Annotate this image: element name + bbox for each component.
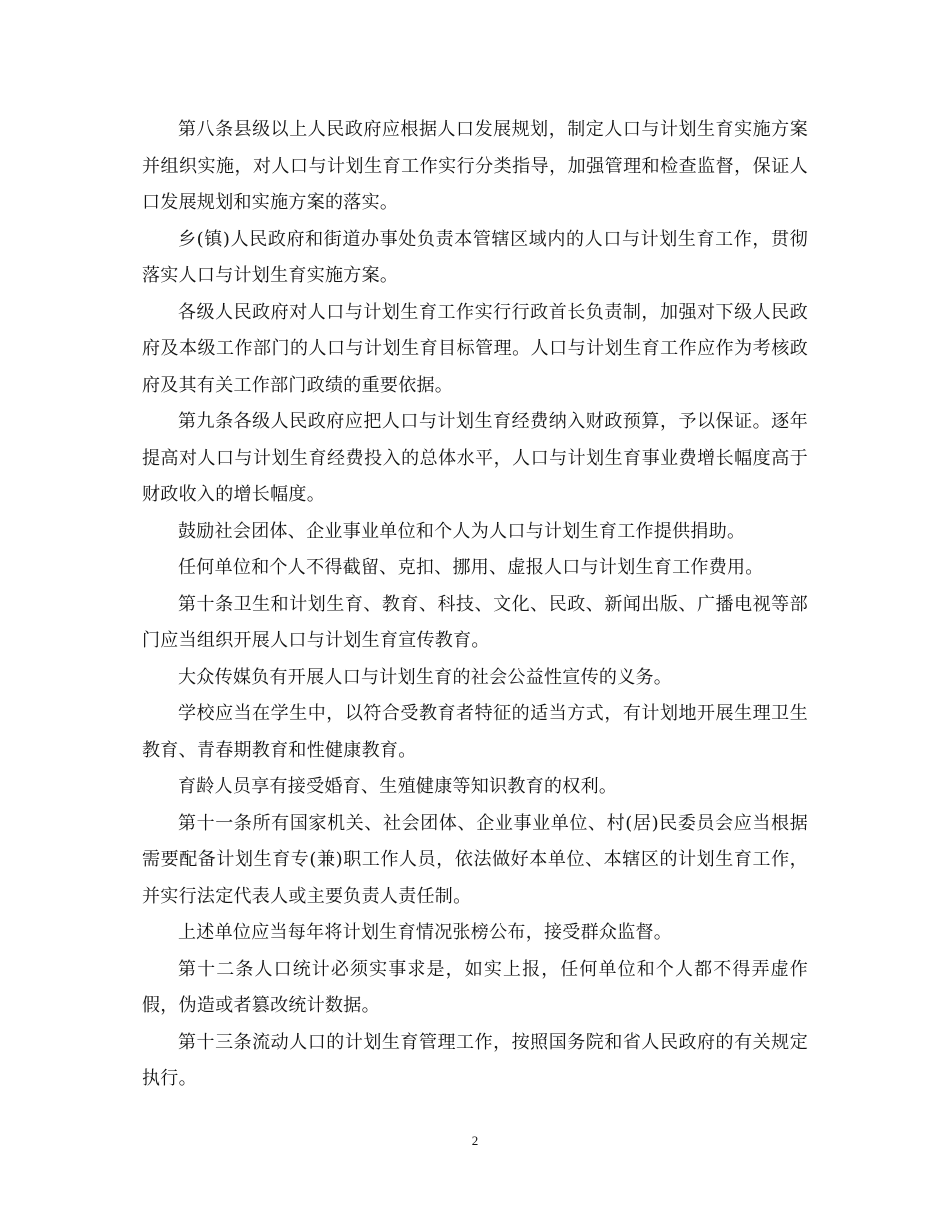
document-body	[142, 112, 808, 1098]
page-number: 2	[471, 1133, 479, 1148]
paragraph-article-8: 第八条县级以上人民政府应根据人口发展规划，制定人口与计划生育实施方案并组织实施，对人口与计划生育工作实行分类指导，加强管理和检查监督，保证人口发展规划和实施方案的落实。	[142, 119, 808, 213]
paragraph-article-9: 第九条各级人民政府应把人口与计划生育经费纳入财政预算，予以保证。逐年提高对人口与计划生育经费投入的总体水平，人口与计划生育事业费增长幅度高于财政收入的增长幅度。	[142, 411, 808, 505]
paragraph-public-disclosure: 上述单位应当每年将计划生育情况张榜公布，接受群众监督。	[178, 922, 673, 943]
paragraph-fund-misuse: 任何单位和个人不得截留、克扣、挪用、虚报人口与计划生育工作费用。	[178, 557, 764, 578]
paragraph-media-duty: 大众传媒负有开展人口与计划生育的社会公益性宣传的义务。	[178, 666, 673, 688]
paragraph-township-responsibility: 乡(镇)人民政府和街道办事处负责本管辖区域内的人口与计划生育工作，贯彻落实人口与计划生育实施方案。	[142, 228, 808, 286]
paragraph-education-rights: 育龄人员享有接受婚育、生殖健康等知识教育的权利。	[178, 776, 618, 797]
paragraph-article-12: 第十二条人口统计必须实事求是，如实上报，任何单位和个人都不得弄虚作假，伪造或者篡改统计数据。	[142, 958, 808, 1016]
paragraph-article-10: 第十条卫生和计划生育、教育、科技、文化、民政、新闻出版、广播电视等部门应当组织开展人口与计划生育宣传教育。	[142, 593, 808, 651]
paragraph-donations: 鼓励社会团体、企业事业单位和个人为人口与计划生育工作提供捐助。	[178, 520, 746, 542]
paragraph-article-13: 第十三条流动人口的计划生育管理工作，按照国务院和省人民政府的有关规定执行。	[142, 1031, 808, 1089]
paragraph-school-education: 学校应当在学生中，以符合受教育者特征的适当方式，有计划地开展生理卫生教育、青春期教育和性健康教育。	[142, 703, 808, 761]
paragraph-article-11: 第十一条所有国家机关、社会团体、企业事业单位、村(居)民委员会应当根据需要配备计划生育专(兼)职工作人员，依法做好本单位、本辖区的计划生育工作，并实行法定代表人或主要负责人责任制。	[142, 812, 808, 907]
paragraph-executive-responsibility: 各级人民政府对人口与计划生育工作实行行政首长负责制，加强对下级人民政府及本级工作部门的人口与计划生育目标管理。人口与计划生育工作应作为考核政府及其有关工作部门政绩的重要依据。	[142, 301, 808, 396]
